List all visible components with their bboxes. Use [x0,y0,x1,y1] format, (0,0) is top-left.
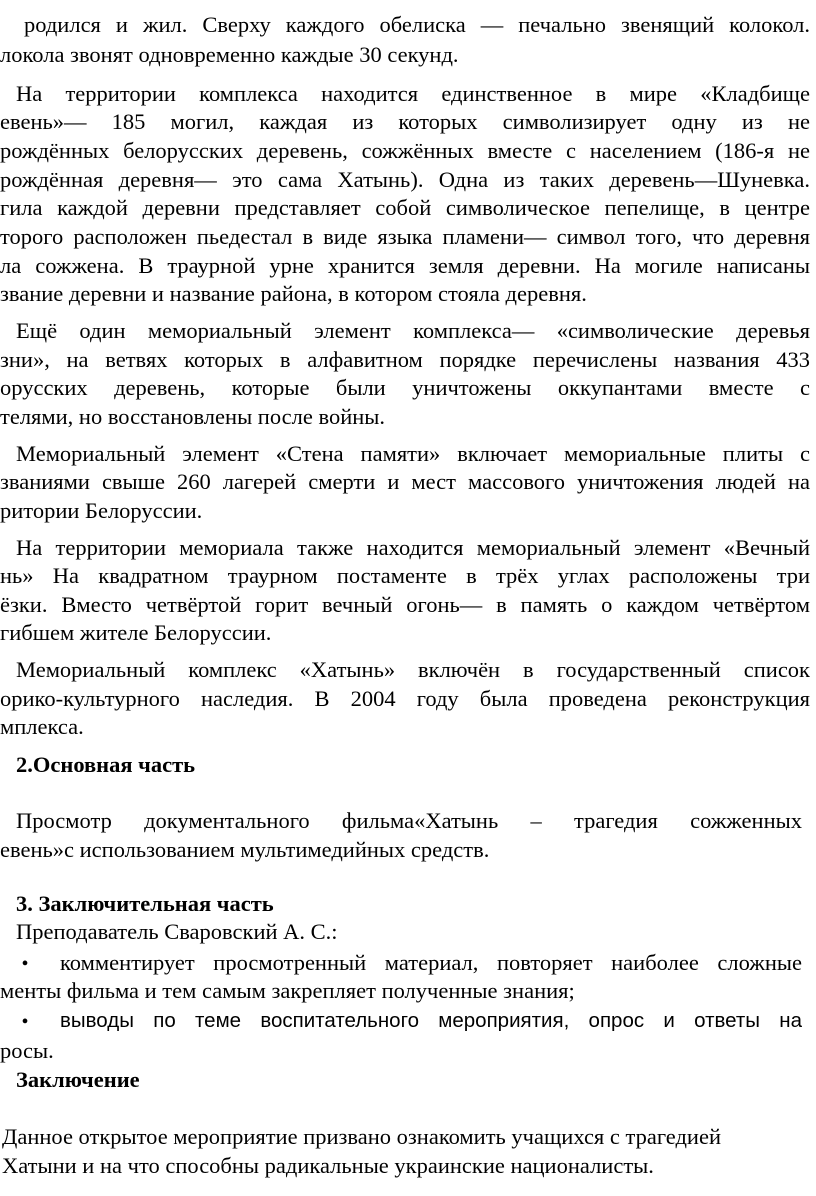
text-line: Ещё один мемориальный элемент комплекса— «символические деревья [16,318,810,343]
teacher-line: Преподаватель Сваровский А. С.: [16,919,338,944]
text-line: евень»— 185 могил, каждая из которых символизирует одну из не [0,109,810,134]
text-line: Мемориальный элемент «Стена памяти» включает мемориальные плиты с [16,441,810,466]
text-line: телями, но восстановлены после войны. [0,404,386,429]
text-line: На территории комплекса находится единственное в мире «Кладбище [16,81,810,106]
list-item: комментирует просмотренный материал, повторяет наиболее сложные [60,950,802,975]
text-line: евень»с использованием мультимедийных средств. [0,837,490,862]
text-line: гила каждой деревни представляет собой символическое пепелище, в центре [0,195,810,220]
text-line: мплекса. [0,714,84,739]
bullet-icon: • [21,1011,29,1033]
text-line: На территории мемориала также находится мемориальный элемент «Вечный [16,535,810,560]
text-line: родился и жил. Сверху каждого обелиска — печально звенящий колокол. [24,12,810,37]
text-line: звание деревни и название района, в котором стояла деревня. [0,281,587,306]
text-line: рождённых белорусских деревень, сожжённых вместе с населением (186-я не [0,138,810,163]
text-line: орико-культурного наследия. В 2004 году была проведена реконструкция [0,686,810,711]
section-heading: 2.Основная часть [16,752,196,777]
text-line: Мемориальный комплекс «Хатынь» включён в государственный список [16,657,810,682]
list-item-continuation: менты фильма и тем самым закрепляет полученные знания; [0,978,575,1003]
text-line: ёзки. Вместо четвёртой горит вечный огонь— в память о каждом четвёртом [0,592,810,617]
bullet-icon: • [21,953,29,975]
text-line: Хатыни и на что способны радикальные украинские националисты. [2,1153,654,1178]
text-line: Просмотр документального фильма«Хатынь – трагедия сожженных [16,808,802,833]
section-heading: 3. Заключительная часть [16,891,274,916]
text-line: торого расположен пьедестал в виде языка пламени— символ того, что деревня [0,224,810,249]
text-line: рождённая деревня— это сама Хатынь). Одна из таких деревень—Шуневка. [0,167,810,192]
section-heading: Заключение [16,1067,140,1092]
text-line: локола звонят одновременно каждые 30 секунд. [0,42,459,67]
text-line: нь» На квадратном траурном постаменте в трёх углах расположены три [0,563,810,588]
text-line: орусских деревень, которые были уничтожены оккупантами вместе с [0,375,810,400]
list-item-continuation: росы. [0,1038,54,1063]
list-item: выводы по теме воспитательного мероприятия, опрос и ответы на [60,1009,802,1032]
text-line: званиями свыше 260 лагерей смерти и мест массового уничтожения людей на [0,469,810,494]
text-line: Данное открытое мероприятие призвано ознакомить учащихся с трагедией [2,1124,722,1149]
text-line: гибшем жителе Белоруссии. [0,620,272,645]
text-line: ритории Белоруссии. [0,498,203,523]
text-line: ла сожжена. В траурной урне хранится земля деревни. На могиле написаны [0,253,810,278]
text-line: зни», на ветвях которых в алфавитном порядке перечислены названия 433 [0,347,810,372]
